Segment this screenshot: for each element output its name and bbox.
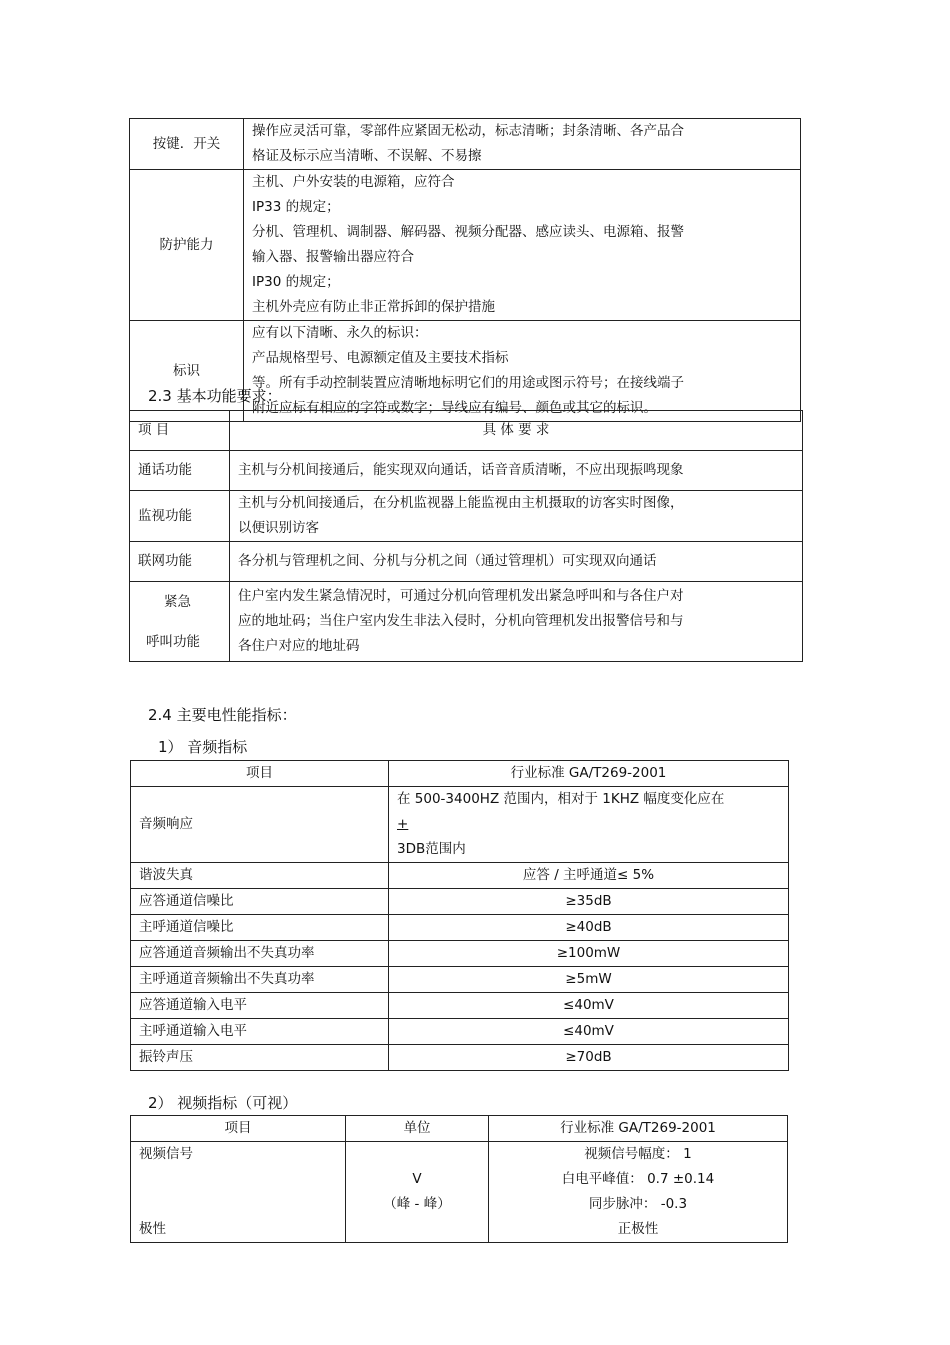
header-item: 项目: [131, 761, 389, 787]
header-standard: 行业标准 GA/T269-2001: [389, 761, 789, 787]
header-standard: 行业标准 GA/T269-2001: [489, 1116, 788, 1142]
row-label: 应答通道输入电平: [131, 993, 389, 1019]
function-table: [129, 410, 803, 662]
header-item: 项 目: [130, 411, 230, 451]
row-value: ≥5mW: [389, 967, 789, 993]
video-subtitle: 2） 视频指标（可视）: [148, 1094, 298, 1112]
section-2-3-title: 2.3 基本功能要求：: [148, 387, 282, 405]
row-label: 主呼通道音频输出不失真功率: [131, 967, 389, 993]
row-value: 在 500-3400HZ 范围内，相对于 1KHZ 幅度变化应在 + 3DB范围内: [389, 787, 789, 863]
table-row: [131, 915, 789, 941]
header-unit: 单位: [346, 1116, 489, 1142]
table-row: [131, 941, 789, 967]
table-header-row: [130, 411, 803, 451]
header-requirement: 具 体 要 求: [230, 411, 803, 451]
table-row: [130, 542, 803, 582]
row-unit: V （峰 - 峰）: [346, 1142, 489, 1243]
row-text: 主机与分机间接通后，在分机监视器上能监视由主机摄取的访客实时图像， 以便识别访客: [230, 491, 803, 542]
row-label: 主呼通道信噪比: [131, 915, 389, 941]
row-label: 谐波失真: [131, 863, 389, 889]
row-label: 振铃声压: [131, 1045, 389, 1071]
section-2-4-title: 2.4 主要电性能指标：: [148, 706, 297, 724]
table-header-row: [131, 761, 789, 787]
table-row: [130, 321, 801, 422]
row-label: 监视功能: [130, 491, 230, 542]
audio-table: [130, 760, 789, 1071]
row-text: 各分机与管理机之间、分机与分机之间（通过管理机）可实现双向通话: [230, 542, 803, 582]
row-label: 防护能力: [130, 170, 244, 321]
row-label: 紧急 呼叫功能: [130, 582, 230, 662]
row-value: ≥40dB: [389, 915, 789, 941]
table-row: [130, 491, 803, 542]
row-label: 音频响应: [131, 787, 389, 863]
header-item: 项目: [131, 1116, 346, 1142]
row-label: 通话功能: [130, 451, 230, 491]
table-row: [131, 889, 789, 915]
row-value: ≥35dB: [389, 889, 789, 915]
table-row: [131, 993, 789, 1019]
row-text: 住户室内发生紧急情况时，可通过分机向管理机发出紧急呼叫和与各住户对 应的地址码；当住户室内发生非法入侵时，分机向管理机发出报警信号和与 各住户对应的地址码: [230, 582, 803, 662]
row-value: ≤40mV: [389, 993, 789, 1019]
table-row: [131, 1019, 789, 1045]
row-label: 标识: [130, 321, 244, 422]
row-text: 应有以下清晰、永久的标识： 产品规格型号、电源额定值及主要技术指标 等。所有手动控制装置应清晰地标明它们的用途或图示符号；在接线端子 附近应标有相应的字符或数字；导线应有编号、颜色或其它的标识。: [244, 321, 801, 422]
row-text: 主机与分机间接通后，能实现双向通话，话音音质清晰，不应出现振鸣现象: [230, 451, 803, 491]
table-row: [131, 863, 789, 889]
table-row: [131, 967, 789, 993]
row-label: 联网功能: [130, 542, 230, 582]
table-row: [130, 582, 803, 662]
row-text: 操作应灵活可靠，零部件应紧固无松动，标志清晰；封条清晰、各产品合 格证及标示应当清晰、不误解、不易擦: [244, 119, 801, 170]
row-text: 主机、户外安装的电源箱，应符合 IP33 的规定； 分机、管理机、调制器、解码器、视频分配器、感应读头、电源箱、报警 输入器、报警输出器应符合 IP30 的规定； 主机外壳应有防止非正常拆卸的保护措施: [244, 170, 801, 321]
table-row: [130, 170, 801, 321]
table-row: [131, 1142, 788, 1243]
row-value: ≥100mW: [389, 941, 789, 967]
row-label: 视频信号 极性: [131, 1142, 346, 1243]
table-header-row: [131, 1116, 788, 1142]
table-row: [131, 1045, 789, 1071]
row-value: 应答 / 主呼通道≤ 5%: [389, 863, 789, 889]
row-value: ≤40mV: [389, 1019, 789, 1045]
requirements-table: [129, 118, 801, 422]
row-value: ≥70dB: [389, 1045, 789, 1071]
audio-subtitle: 1） 音频指标: [158, 738, 248, 756]
table-row: [130, 451, 803, 491]
video-table: [130, 1115, 788, 1243]
table-row: [131, 787, 789, 863]
row-label: 主呼通道输入电平: [131, 1019, 389, 1045]
row-label: 按键．开关: [130, 119, 244, 170]
row-value: 视频信号幅度： 1 白电平峰值： 0.7 ±0.14 同步脉冲： -0.3 正极性: [489, 1142, 788, 1243]
table-row: [130, 119, 801, 170]
row-label: 应答通道音频输出不失真功率: [131, 941, 389, 967]
row-label: 应答通道信噪比: [131, 889, 389, 915]
